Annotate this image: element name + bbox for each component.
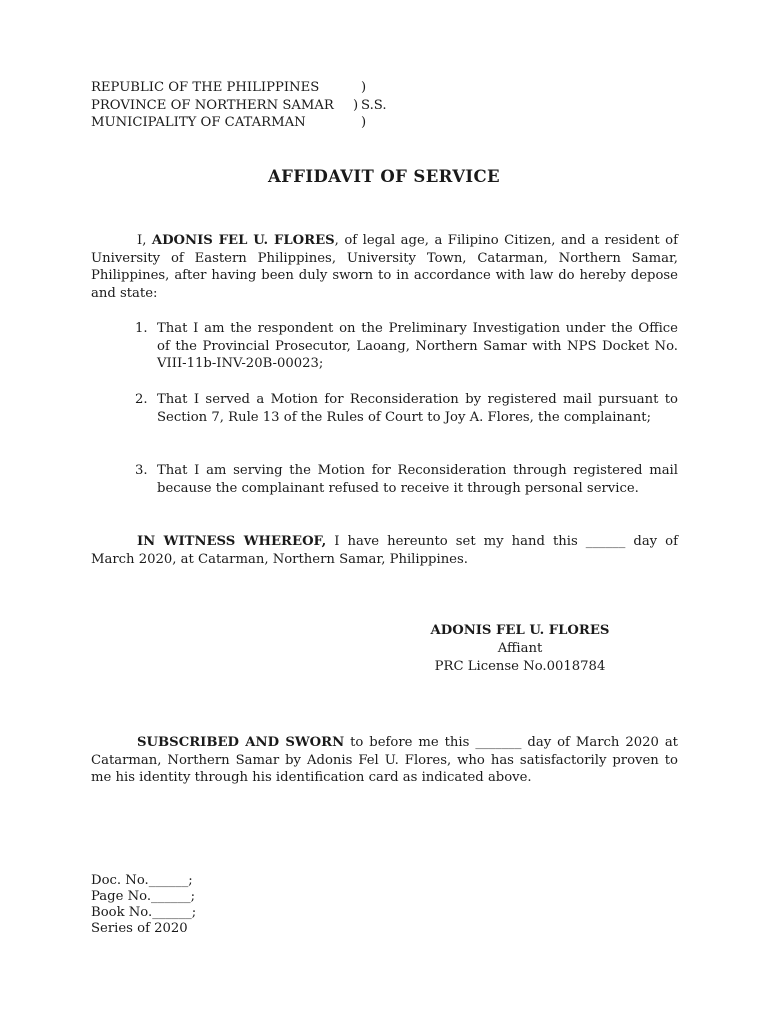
doc-no: Doc. No.______;	[91, 873, 193, 888]
list-item-text: That I served a Motion for Reconsideration by registered mail pursuant to Section 7, Rule 13 of the Rules of Court to Joy A. Flores, the complainant;	[157, 392, 678, 425]
venue-paren: )	[353, 97, 359, 113]
notary-block	[91, 873, 196, 937]
venue-province: PROVINCE OF NORTHERN SAMAR	[91, 97, 334, 113]
affiant-name: ADONIS FEL U. FLORES	[430, 623, 610, 638]
venue-line-republic	[91, 79, 367, 97]
signature-block	[398, 622, 642, 676]
intro-pre: I,	[137, 233, 152, 248]
witness-heading: IN WITNESS WHEREOF,	[137, 534, 327, 549]
list-item-number: 2.	[135, 392, 148, 407]
page-no: Page No.______;	[91, 889, 196, 904]
venue-republic: REPUBLIC OF THE PHILIPPINES	[91, 80, 320, 95]
venue-line-province	[91, 97, 387, 115]
list-item	[135, 320, 678, 373]
list-item-number: 3.	[135, 463, 148, 478]
affiant-name-inline: ADONIS FEL U. FLORES	[151, 233, 335, 248]
series: Series of 2020	[91, 921, 188, 936]
document-title: AFFIDAVIT OF SERVICE	[267, 167, 501, 186]
venue-ss: S.S.	[361, 97, 387, 113]
jurat-paragraph	[91, 734, 678, 787]
list-item-text: That I am serving the Motion for Reconsideration through registered mail because the complainant refused to receive it through personal service.	[157, 463, 678, 496]
list-item	[135, 391, 678, 426]
list-item-number: 1.	[135, 321, 148, 336]
affiant-role: Affiant	[497, 641, 543, 656]
witness-paragraph	[91, 533, 678, 568]
venue-line-municipality	[91, 114, 367, 132]
book-no: Book No.______;	[91, 905, 197, 920]
venue-paren: )	[361, 80, 367, 95]
intro-paragraph	[91, 232, 678, 302]
list-item	[135, 462, 678, 497]
venue-municipality: MUNICIPALITY OF CATARMAN	[91, 115, 306, 130]
prc-license: PRC License No.0018784	[434, 659, 606, 674]
list-item-text: That I am the respondent on the Preliminary Investigation under the Office of the Provincial Prosecutor, Laoang, Northern Samar with NPS Docket No. VIII-11b-INV-20B-00023;	[157, 321, 678, 372]
witness-text: I have hereunto set my hand this ______ day of March 2020, at Catarman, Northern Samar, Philippines.	[91, 534, 678, 567]
venue-paren: )	[361, 115, 367, 130]
jurat-text: to before me this _______ day of March 2020 at Catarman, Northern Samar by Adonis Fel U. Flores, who has satisfactorily proven to me his identity through his identification card as indicated above.	[91, 735, 678, 786]
venue-block	[91, 79, 387, 132]
jurat-heading: SUBSCRIBED AND SWORN	[137, 735, 345, 750]
intro-text: , of legal age, a Filipino Citizen, and a resident of University of Eastern Philippines, University Town, Catarman, Northern Samar, Philippines, after having been duly sworn to in accordance with law do hereby depose and state:	[91, 233, 678, 301]
